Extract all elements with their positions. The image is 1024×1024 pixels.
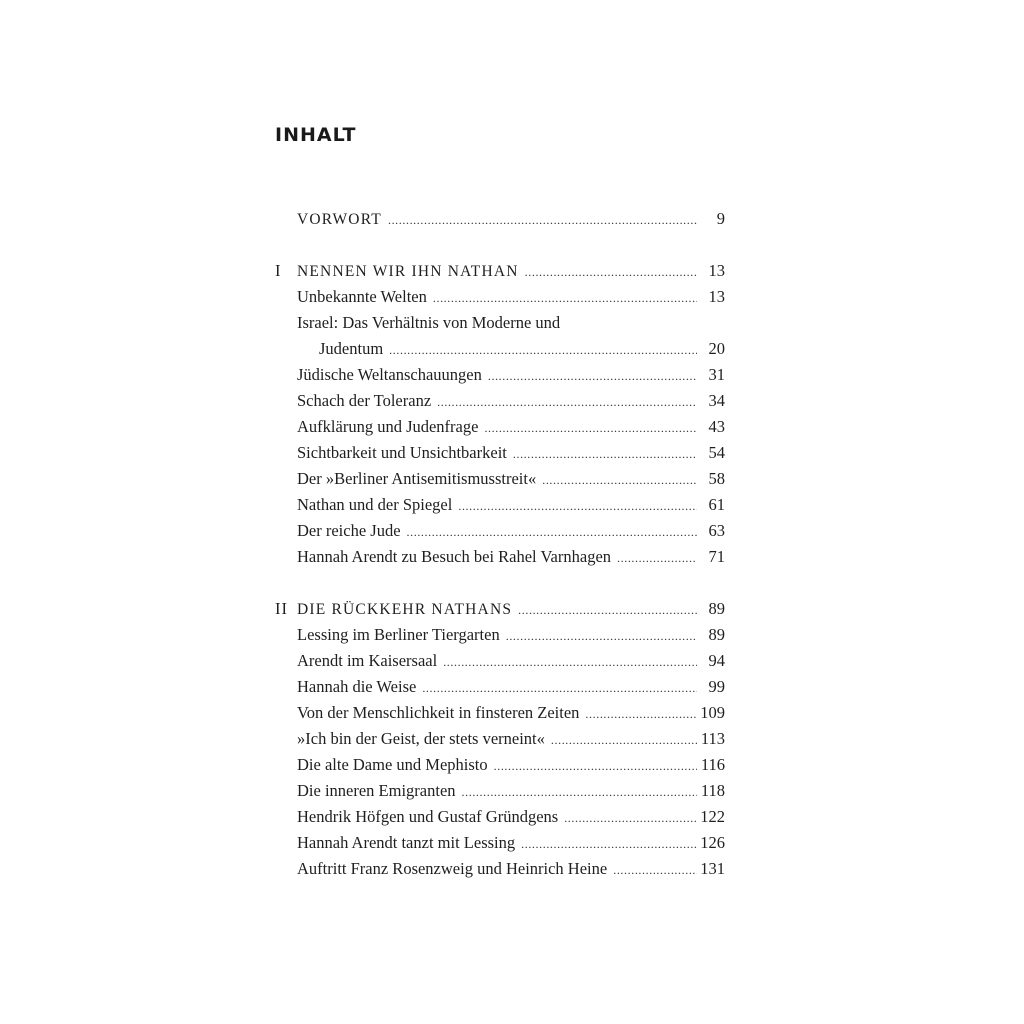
dot-leader <box>488 363 697 389</box>
dot-leader <box>407 519 697 545</box>
dot-leader <box>506 623 697 649</box>
toc-entry <box>275 518 725 544</box>
page-number: 34 <box>708 391 725 410</box>
toc-heading: INHALT <box>275 124 357 146</box>
dot-leader <box>542 467 697 493</box>
page-number: 63 <box>708 521 725 540</box>
toc-entry-chapter-2 <box>275 596 725 622</box>
entry-title: Der »Berliner Antisemitismusstreit« <box>297 469 537 488</box>
page-number: 31 <box>708 365 725 384</box>
dot-leader <box>433 285 697 311</box>
toc-entry <box>275 544 725 570</box>
toc-entry <box>275 388 725 414</box>
toc-entry <box>275 466 725 492</box>
dot-leader <box>525 259 697 285</box>
toc-entry <box>275 804 725 830</box>
toc-entry <box>275 674 725 700</box>
toc-entry-chapter-1 <box>275 258 725 284</box>
page-number: 99 <box>708 677 725 696</box>
dot-leader <box>617 545 697 571</box>
page-number: 89 <box>708 599 725 618</box>
toc-entry <box>275 752 725 778</box>
entry-title: Hannah Arendt tanzt mit Lessing <box>297 833 516 852</box>
entry-title: NENNEN WIR IHN NATHAN <box>297 263 519 280</box>
entry-title: Hannah Arendt zu Besuch bei Rahel Varnhagen <box>297 547 612 566</box>
page-number: 13 <box>708 261 725 280</box>
entry-title: Lessing im Berliner Tiergarten <box>297 625 500 644</box>
toc-entry <box>275 830 725 856</box>
dot-leader <box>422 675 697 701</box>
page-number: 109 <box>700 703 725 722</box>
entry-title: VORWORT <box>297 211 382 228</box>
page-number: 94 <box>708 651 725 670</box>
dot-leader <box>494 753 697 779</box>
entry-title: Arendt im Kaisersaal <box>297 651 438 670</box>
dot-leader <box>564 805 697 831</box>
entry-title: Unbekannte Welten <box>297 287 427 306</box>
page-number: 54 <box>708 443 725 462</box>
dot-leader <box>443 649 697 675</box>
page-number: 118 <box>700 781 725 800</box>
dot-leader <box>551 727 697 753</box>
entry-title: Israel: Das Verhältnis von Moderne und <box>297 313 561 332</box>
dot-leader <box>521 831 697 857</box>
entry-title: Nathan und der Spiegel <box>297 495 453 514</box>
dot-leader <box>388 207 697 233</box>
toc-entry <box>275 414 725 440</box>
dot-leader <box>613 857 697 883</box>
entry-title: Sichtbarkeit und Unsichtbarkeit <box>297 443 507 462</box>
entry-title: Auftritt Franz Rosenzweig und Heinrich Heine <box>297 859 608 878</box>
dot-leader <box>513 441 697 467</box>
entry-title: Die inneren Emigranten <box>297 781 456 800</box>
toc-entry-vorwort <box>275 206 725 232</box>
entry-title: DIE RÜCKKEHR NATHANS <box>297 601 513 618</box>
toc-entry <box>275 726 725 752</box>
entry-title: Schach der Toleranz <box>297 391 432 410</box>
page-number: 13 <box>708 287 725 306</box>
page-number: 126 <box>700 833 725 852</box>
entry-title: Von der Menschlichkeit in finsteren Zeiten <box>297 703 580 722</box>
page-number: 113 <box>700 729 725 748</box>
dot-leader <box>484 415 697 441</box>
entry-title: »Ich bin der Geist, der stets verneint« <box>297 729 545 748</box>
entry-title: Hannah die Weise <box>297 677 417 696</box>
toc-entry <box>275 778 725 804</box>
toc-entry <box>275 440 725 466</box>
dot-leader <box>585 701 697 727</box>
dot-leader <box>389 337 697 363</box>
page-number: 131 <box>700 859 725 878</box>
entry-title: Der reiche Jude <box>297 521 401 540</box>
toc-entry <box>275 856 725 882</box>
page-number: 71 <box>708 547 725 566</box>
page-number: 58 <box>708 469 725 488</box>
toc-entry <box>275 700 725 726</box>
dot-leader <box>437 389 697 415</box>
dot-leader <box>458 493 697 519</box>
page-number: 43 <box>708 417 725 436</box>
entry-title: Jüdische Weltanschauungen <box>297 365 482 384</box>
dot-leader <box>462 779 697 805</box>
toc-entry <box>275 622 725 648</box>
page-number: 61 <box>708 495 725 514</box>
chapter-number: I <box>275 261 282 280</box>
toc-entry-continuation <box>275 336 725 362</box>
entry-title: Judentum <box>319 339 384 358</box>
page-number: 116 <box>700 755 725 774</box>
entry-title: Aufklärung und Judenfrage <box>297 417 479 436</box>
toc-entry <box>275 310 725 336</box>
toc-entry <box>275 492 725 518</box>
entry-title: Hendrik Höfgen und Gustaf Gründgens <box>297 807 559 826</box>
toc-entry <box>275 362 725 388</box>
page-number: 122 <box>700 807 725 826</box>
dot-leader <box>518 597 697 623</box>
page-number: 20 <box>708 339 725 358</box>
entry-title: Die alte Dame und Mephisto <box>297 755 488 774</box>
chapter-number: II <box>275 599 288 618</box>
toc-entry <box>275 284 725 310</box>
page-number: 9 <box>716 209 725 228</box>
page-number: 89 <box>708 625 725 644</box>
toc-entry <box>275 648 725 674</box>
